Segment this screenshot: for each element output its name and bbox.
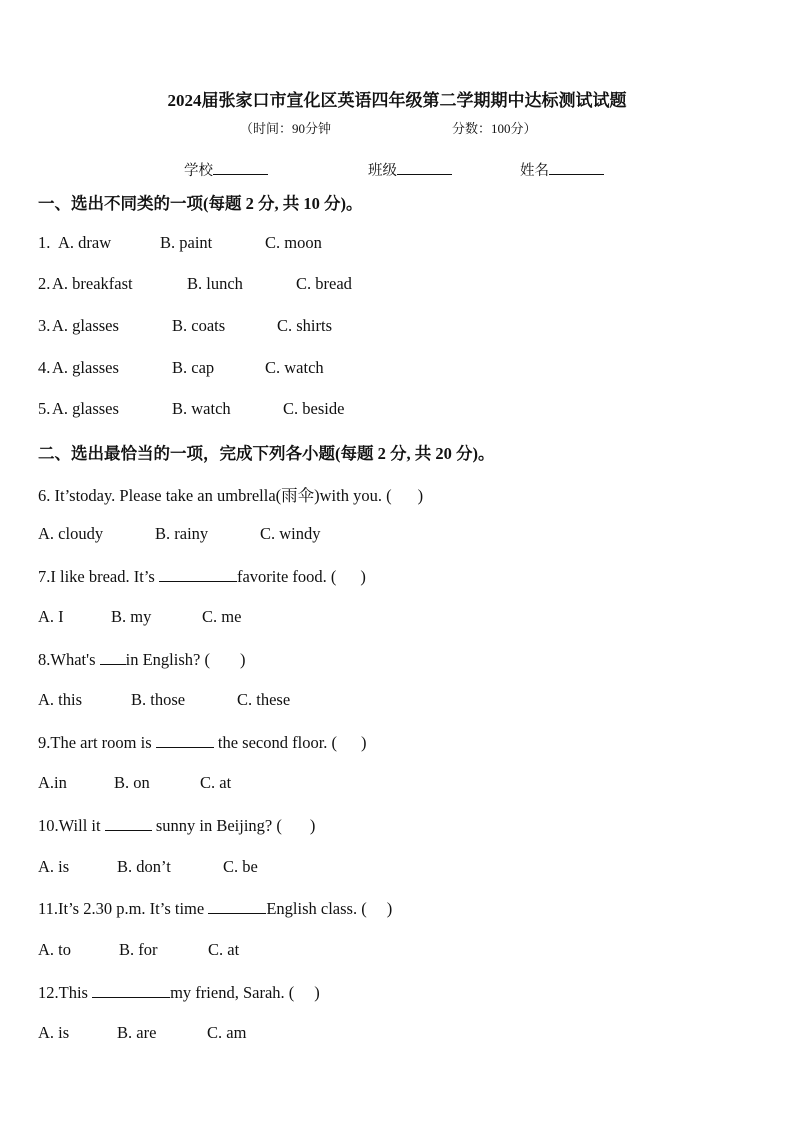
question-9 <box>38 732 367 753</box>
q9-text-pre: 9.The art room is <box>38 733 156 752</box>
question-4 <box>38 358 324 378</box>
q9-blank[interactable] <box>156 732 214 748</box>
q12-text-post: my friend, Sarah. ( <box>170 983 295 1002</box>
q7-options <box>38 607 242 627</box>
q1-option-b[interactable]: B. paint <box>160 233 213 252</box>
q9-options <box>38 773 232 793</box>
q8-option-b[interactable]: B. those <box>131 690 186 709</box>
q3-option-a[interactable]: A. glasses <box>52 316 119 335</box>
class-label: 班级 <box>368 163 397 179</box>
q3-option-b[interactable]: B. coats <box>172 316 226 335</box>
q6-text: 6. It’stoday. Please take an umbrella(雨伞)with you. ( <box>38 486 392 505</box>
q8-text-post: in English? ( <box>125 650 210 669</box>
q2-option-a[interactable]: A. breakfast <box>52 274 133 293</box>
question-7 <box>38 566 366 587</box>
q11-options <box>38 940 240 960</box>
q2-option-c[interactable]: C. bread <box>296 274 352 293</box>
q11-option-a[interactable]: A. to <box>38 940 71 959</box>
q6-option-b[interactable]: B. rainy <box>155 524 209 543</box>
q8-close: ) <box>239 650 246 669</box>
q5-number: 5. <box>38 399 51 418</box>
q8-option-a[interactable]: A. this <box>38 690 83 709</box>
question-10 <box>38 815 315 836</box>
q9-option-b[interactable]: B. on <box>114 773 150 792</box>
q11-blank[interactable] <box>208 898 266 914</box>
q4-option-c[interactable]: C. watch <box>265 358 324 377</box>
q6-options <box>38 524 321 544</box>
q7-blank[interactable] <box>159 566 237 582</box>
q9-close: ) <box>361 733 367 752</box>
q12-option-a[interactable]: A. is <box>38 1023 70 1042</box>
school-blank[interactable] <box>213 160 268 175</box>
q8-blank[interactable] <box>100 649 126 665</box>
name-label: 姓名 <box>520 163 549 179</box>
q12-option-b[interactable]: B. are <box>117 1023 157 1042</box>
school-label: 学校 <box>184 163 213 179</box>
q12-blank[interactable] <box>92 982 170 998</box>
question-11 <box>38 898 392 919</box>
class-field <box>368 159 452 180</box>
q11-close: ) <box>386 899 393 918</box>
q10-close: ) <box>309 816 316 835</box>
q4-option-a[interactable]: A. glasses <box>52 358 119 377</box>
q7-option-a[interactable]: A. I <box>38 607 64 626</box>
q11-option-b[interactable]: B. for <box>119 940 158 959</box>
q5-option-a[interactable]: A. glasses <box>52 399 119 418</box>
q7-option-b[interactable]: B. my <box>111 607 152 626</box>
q1-option-a[interactable]: A. draw <box>58 233 112 252</box>
q10-option-a[interactable]: A. is <box>38 857 70 876</box>
q10-option-c[interactable]: C. be <box>223 857 258 876</box>
q10-options <box>38 857 258 877</box>
q4-number: 4. <box>38 358 51 377</box>
q12-options <box>38 1023 247 1043</box>
q10-blank[interactable] <box>105 815 152 831</box>
q10-text-pre: 10.Will it <box>38 816 105 835</box>
q7-text-post: favorite food. ( <box>236 567 337 586</box>
q9-option-c[interactable]: C. at <box>200 773 232 792</box>
q8-option-c[interactable]: C. these <box>237 690 291 709</box>
q1-option-c[interactable]: C. moon <box>265 233 322 252</box>
q9-option-a[interactable]: A.in <box>38 773 67 792</box>
page-title: 2024届张家口市宣化区英语四年级第二学期期中达标测试试题 <box>167 91 627 110</box>
question-6 <box>38 482 423 506</box>
q3-number: 3. <box>38 316 51 335</box>
q12-text-pre: 12.This <box>38 983 93 1002</box>
q11-text-pre: 11.It’s 2.30 p.m. It’s time <box>38 899 209 918</box>
q8-options <box>38 690 291 710</box>
section2-heading: 二、选出最恰当的一项，完成下列各小题(每题 2 分, 共 20 分)。 <box>38 444 495 463</box>
q2-option-b[interactable]: B. lunch <box>187 274 243 293</box>
school-field <box>184 159 268 180</box>
exam-time: （时间：90分钟 <box>240 121 332 136</box>
q6-option-c[interactable]: C. windy <box>260 524 321 543</box>
question-3 <box>38 316 333 336</box>
q10-text-post: sunny in Beijing? ( <box>151 816 282 835</box>
q6-option-a[interactable]: A. cloudy <box>38 524 104 543</box>
q12-close: ) <box>314 983 320 1002</box>
q1-number: 1. <box>38 233 55 252</box>
name-field <box>520 159 604 180</box>
question-5 <box>38 399 345 419</box>
exam-score: 分数：100分） <box>452 121 537 136</box>
q10-option-b[interactable]: B. don’t <box>117 857 171 876</box>
q7-close: ) <box>360 567 366 586</box>
q9-text-post: the second floor. ( <box>213 733 338 752</box>
q2-number: 2. <box>38 274 51 293</box>
name-blank[interactable] <box>549 160 604 175</box>
q11-text-post: English class. ( <box>266 899 367 918</box>
q3-option-c[interactable]: C. shirts <box>277 316 333 335</box>
q4-option-b[interactable]: B. cap <box>172 358 215 377</box>
q11-option-c[interactable]: C. at <box>208 940 240 959</box>
q7-text-pre: 7.I like bread. It’s <box>38 567 159 586</box>
q7-option-c[interactable]: C. me <box>202 607 242 626</box>
question-1 <box>38 233 322 253</box>
question-12 <box>38 982 320 1003</box>
section1-heading: 一、选出不同类的一项(每题 2 分, 共 10 分)。 <box>38 194 363 213</box>
q6-close: ) <box>417 486 424 505</box>
class-blank[interactable] <box>397 160 452 175</box>
question-2 <box>38 274 352 294</box>
q12-option-c[interactable]: C. am <box>207 1023 247 1042</box>
q5-option-c[interactable]: C. beside <box>283 399 345 418</box>
q5-option-b[interactable]: B. watch <box>172 399 231 418</box>
q8-text-pre: 8.What's <box>38 650 100 669</box>
question-8 <box>38 649 245 670</box>
